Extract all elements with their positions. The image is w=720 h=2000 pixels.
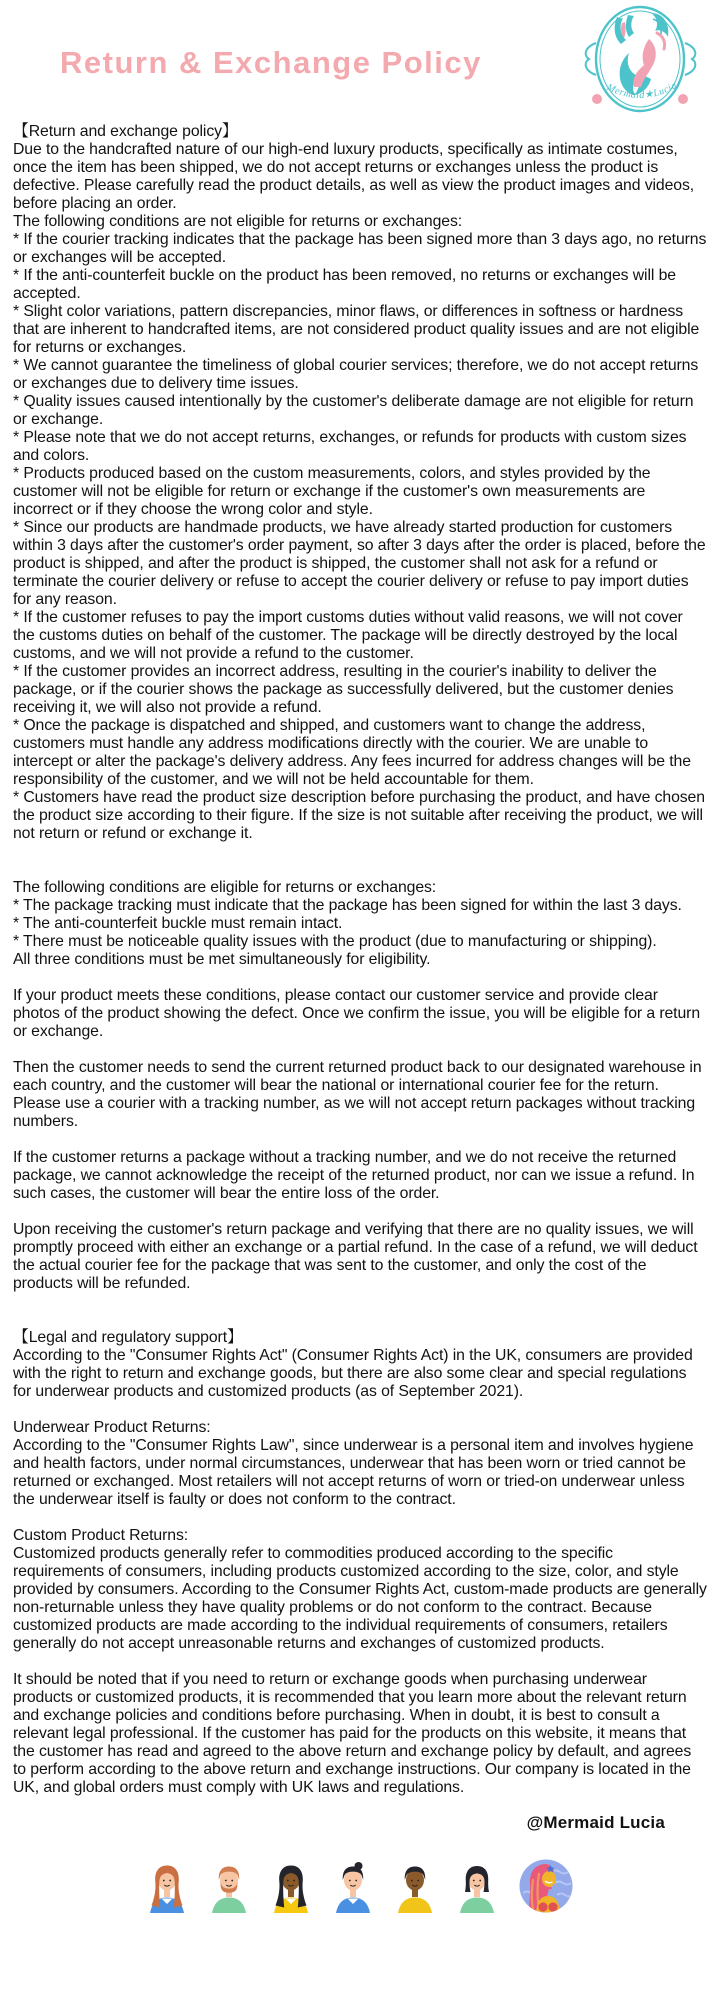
- policy-text-block: * If the anti-counterfeit buckle on the product has been removed, no returns or exchanges will be accepted.: [13, 267, 676, 302]
- page-title: Return & Exchange Policy: [60, 45, 482, 80]
- avatar-woman-bun: [333, 1861, 373, 1913]
- policy-text-block: Customized products generally refer to commodities produced according to the specific requirements of consumers, including products customized according to the size, color, and style provided by consumers. According to the Consumer Rights Act, custom-made products are generally non-returnable unless they have quality problems or do not conform to the contract. Because customized products are made according to the individual requirements of consumers, retailers generally do not accept unreasonable returns and exchanges of customized products.: [13, 1545, 707, 1652]
- policy-text-block: All three conditions must be met simultaneously for eligibility.: [13, 951, 431, 968]
- policy-text-block: According to the "Consumer Rights Law", since underwear is a personal item and involves hygiene and health factors, under normal circumstances, underwear that has been worn or tried cannot be returned or exchanged. Most retailers will not accept returns of worn or tried-on underwear unless the underwear itself is faulty or does not conform to the contract.: [13, 1437, 694, 1508]
- avatar-man-short: [395, 1861, 435, 1913]
- policy-text-block: It should be noted that if you need to return or exchange goods when purchasing underwear products or customized products, it is recommended that you learn more about the relevant return and exchange policies and conditions before purchasing. When in doubt, it is best to consult a relevant legal professional. If the customer has paid for the products on this website, it means that the customer has read and agreed to the above return and exchange policy by default, and agrees to perform according to the above return and exchange instructions. Our company is located in the UK, and global orders must comply with UK laws and regulations.: [13, 1671, 692, 1796]
- policy-text-block: * The package tracking must indicate that the package has been signed for within the last 3 days.: [13, 897, 682, 914]
- policy-text-block: * If the courier tracking indicates that the package has been signed more than 3 days ago, no returns or exchanges will be accepted.: [13, 231, 707, 266]
- avatar-woman-bob: [457, 1861, 497, 1913]
- mermaid-logo-graphic: [573, 3, 708, 115]
- policy-text-block: The following conditions are eligible for returns or exchanges:: [13, 879, 437, 896]
- page-header: [0, 0, 720, 110]
- policy-text-block: The following conditions are not eligible for returns or exchanges:: [13, 213, 463, 230]
- policy-text-block: Due to the handcrafted nature of our high-end luxury products, specifically as intimate costumes, once the item has been shipped, we do not accept returns or exchanges unless the product is defective. Please carefully read the product details, as well as view the product images and videos, before placing an order.: [13, 141, 695, 212]
- policy-text-block: If the customer returns a package without a tracking number, and we do not receive the returned package, we cannot acknowledge the receipt of the returned product, nor can we issue a refund. In such cases, the customer will bear the entire loss of the order.: [13, 1149, 695, 1202]
- avatar-woman-long-hair: [147, 1861, 187, 1913]
- logo-shell-left: [592, 94, 602, 104]
- signature: @Mermaid Lucia: [526, 1813, 665, 1832]
- policy-text-block: * Please note that we do not accept returns, exchanges, or refunds for products with custom sizes and colors.: [13, 429, 687, 464]
- policy-text-block: * There must be noticeable quality issues with the product (due to manufacturing or shipping).: [13, 933, 657, 950]
- policy-body: [13, 123, 708, 1797]
- policy-text-block: * Quality issues caused intentionally by the customer's deliberate damage are not eligible for return or exchange.: [13, 393, 694, 428]
- policy-text-block: * Since our products are handmade products, we have already started production for customers within 3 days after the customer's order payment, so after 3 days after the order is placed, before the product is shipped, and after the product is shipped, the customer shall not ask for a refund or terminate the courier delivery or refuse to accept the courier delivery or refuse to pay import duties for any reason.: [13, 519, 706, 608]
- policy-text-block: According to the "Consumer Rights Act" (Consumer Rights Act) in the UK, consumers are provided with the right to return and exchange goods, but there are also some clear and special regulations for underwear products and customized products (as of September 2021).: [13, 1347, 693, 1400]
- policy-text-block: * We cannot guarantee the timeliness of global courier services; therefore, we do not accept returns or exchanges due to delivery time issues.: [13, 357, 699, 392]
- policy-text-block: * Products produced based on the custom measurements, colors, and styles provided by the customer will not be eligible for return or exchange if the customer's own measurements are incorrect or if they choose the wrong color and style.: [13, 465, 651, 518]
- section-heading-legal-support: 【Legal and regulatory support】: [13, 1329, 243, 1346]
- policy-text-block: * If the customer provides an incorrect address, resulting in the courier's inability to deliver the package, or if the courier shows the package as successfully delivered, but the customer denies receiving it, we will also not provide a refund.: [13, 663, 674, 716]
- policy-text-block: * If the customer refuses to pay the import customs duties without valid reasons, we will not cover the customs duties on behalf of the customer. The package will be directly destroyed by the local customs, and we will not provide a refund to the customer.: [13, 609, 683, 662]
- policy-text-block: * Customers have read the product size description before purchasing the product, and have chosen the product size according to their figure. If the size is not suitable after receiving the product, we will not return or refund or exchange it.: [13, 789, 705, 842]
- policy-text-block: * The anti-counterfeit buckle must remain intact.: [13, 915, 343, 932]
- policy-text-block: Upon receiving the customer's return package and verifying that there are no quality issues, we will promptly proceed with either an exchange or a partial refund. In the case of a refund, we will deduct the actual courier fee for the package that was sent to the customer, and only the cost of the products will be refunded.: [13, 1221, 698, 1292]
- logo-flourish-right: [685, 43, 695, 75]
- policy-text-block: If your product meets these conditions, please contact our customer service and provide clear photos of the product showing the defect. Once we confirm the issue, you will be eligible for a return or exchange.: [13, 987, 701, 1040]
- subheading-custom-returns: Custom Product Returns:: [13, 1527, 189, 1544]
- logo-flourish-left: [586, 43, 596, 75]
- policy-text-block: * Once the package is dispatched and shipped, and customers want to change the address, customers must handle any address modifications directly with the courier. We are unable to intercept or alter the package's delivery address. Any fees incurred for address changes will be the responsibility of the customer, and we will not be held accountable for them.: [13, 717, 691, 788]
- policy-text-block: Then the customer needs to send the current returned product back to our designated warehouse in each country, and the customer will bear the national or international courier fee for the return. Please use a courier with a tracking number, as we will not accept return packages without tracking numbers.: [13, 1059, 702, 1130]
- policy-text-block: * Slight color variations, pattern discrepancies, minor flaws, or differences in softness or hardness that are inherent to handcrafted items, are not considered product quality issues and are not eligible for returns or exchanges.: [13, 303, 700, 356]
- logo-shell-right: [678, 94, 688, 104]
- avatar-woman-long-hair: [271, 1861, 311, 1913]
- subheading-underwear-returns: Underwear Product Returns:: [13, 1419, 211, 1436]
- brand-logo-text: Mermaid★Lucia: [604, 79, 680, 102]
- mermaid-lucia-logo: [573, 3, 708, 115]
- section-heading-return-policy: 【Return and exchange policy】: [13, 123, 238, 140]
- avatar-man-beard: [209, 1861, 249, 1913]
- avatar-mermaid-badge: [519, 1859, 573, 1913]
- avatar-row: [0, 1859, 720, 1913]
